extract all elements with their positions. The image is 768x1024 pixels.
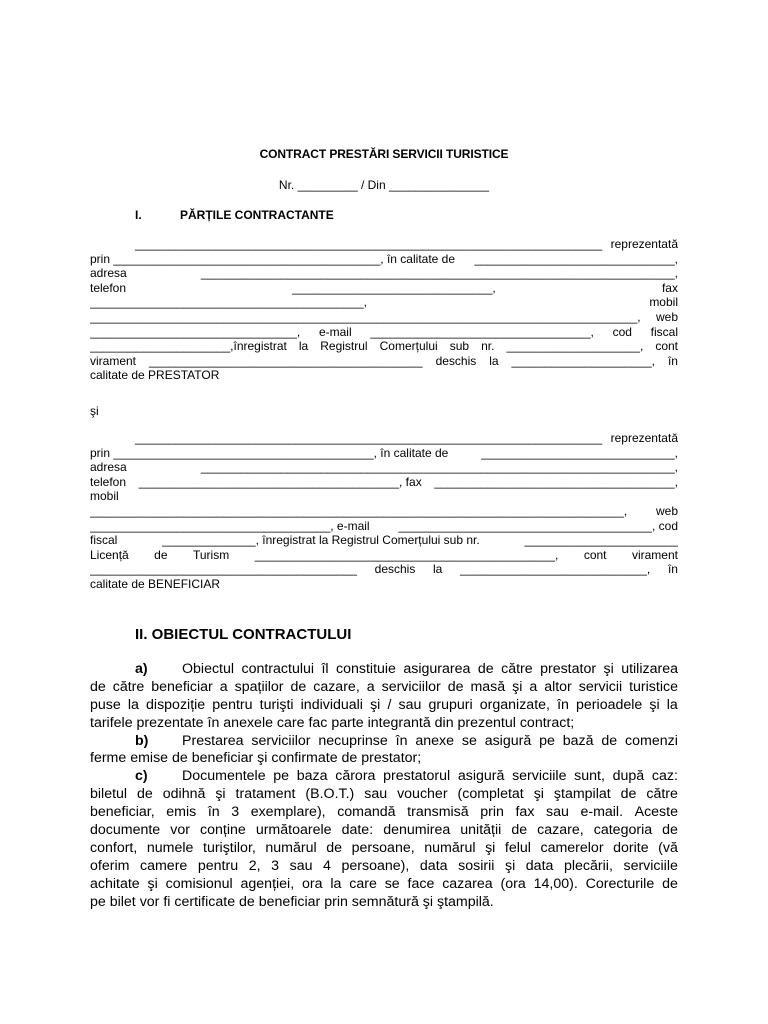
form-text: ______________, înregistrat la Registrul Comerțului sub nr.: [162, 533, 480, 548]
beneficiar_lines-line: [90, 475, 678, 490]
form-text: în: [667, 562, 678, 577]
contract-title: CONTRACT PRESTĂRI SERVICII TURISTICE: [259, 147, 509, 161]
paragraph-line: [90, 715, 678, 733]
prestator_lines-line: [90, 237, 678, 252]
form-text: prin ________________________________________, în calitate de: [90, 251, 456, 266]
beneficiar_lines-line: [90, 446, 678, 461]
paragraph-text: confort, numele turiştilor, numărul de persoane, numărul şi felul camerelor dorite (vă: [90, 839, 678, 856]
form-text: _________________________________________,: [90, 295, 367, 310]
form-text: virament: [90, 353, 137, 368]
prestator_lines-line: [90, 281, 678, 296]
form-text: mobil: [90, 489, 119, 504]
form-text: _____________________,: [511, 353, 655, 368]
beneficiar_lines-line: [90, 489, 678, 504]
paragraph-line: [90, 768, 678, 786]
form-text: calitate de BENEFICIAR: [90, 576, 221, 591]
form-text: _____________________________________________,: [254, 547, 559, 562]
paragraph-line: [90, 804, 678, 822]
form-text: ______________________________________________________________________: [135, 237, 603, 251]
form-text: _____________________,înregistrat: [90, 339, 287, 354]
form-text: în: [667, 353, 678, 368]
form-text: cont: [655, 339, 678, 354]
form-text: ________________________________________________________________________________,: [90, 503, 628, 518]
form-text: ______________________________________, cod: [398, 518, 678, 533]
form-text: Registrul: [320, 339, 368, 354]
paragraph-label: a): [135, 661, 148, 677]
paragraph-text: oferim camere pentru 2, 3 sau 4 persoane), data sosirii şi data plecării, serviciile: [90, 857, 678, 874]
prestator_lines-line: [90, 325, 678, 340]
form-text: calitate de PRESTATOR: [90, 368, 220, 383]
beneficiar_lines-line: [90, 431, 678, 446]
paragraph-line: [90, 661, 678, 679]
paragraph-text: documente vor conține următoarele date: denumirea unității de cazare, categoria de: [90, 822, 678, 839]
section-2-body: [90, 661, 678, 911]
form-text: e-mail: [318, 324, 352, 339]
form-text: _____________________________,: [481, 445, 678, 460]
form-text: telefon: [90, 474, 127, 489]
form-text: _______________________________________________________________________,: [200, 460, 678, 475]
paragraph-text: puse la dispoziție pentru turişti individuali şi / sau grupuri organizate, în perioadele şi la: [90, 696, 678, 713]
prestator-details: [90, 237, 678, 383]
form-text: virament: [631, 547, 678, 562]
paragraph-line: [90, 840, 678, 858]
beneficiar-details: [90, 431, 678, 592]
paragraph-label: c): [135, 768, 148, 785]
form-text: cont: [583, 547, 607, 562]
form-text: ________________________________________: [90, 562, 357, 577]
paragraph-line: [90, 750, 678, 768]
form-text: deschis: [435, 353, 477, 368]
paragraph-line: [90, 786, 678, 804]
form-text: fiscal: [650, 324, 678, 339]
paragraph-label: b): [135, 732, 149, 749]
form-text: ____________________,: [506, 339, 644, 354]
form-text: fiscal: [90, 533, 118, 548]
form-text: la: [298, 339, 309, 354]
prestator_lines-line: [90, 339, 678, 354]
form-text: Comerțului: [379, 339, 438, 354]
form-text: _______________________: [524, 533, 678, 548]
form-text: la: [433, 562, 443, 577]
prestator_lines-line: [90, 295, 678, 310]
form-text: _________________________________________: [148, 353, 423, 368]
form-text: ______________________________,: [474, 251, 678, 266]
paragraph-line: [90, 858, 678, 876]
form-text: ____________________________________, e-mail: [90, 518, 370, 533]
paragraph-text: biletul de odihnă şi tratament (B.O.T.) sau voucher (completat şi ştampilat de către: [90, 786, 678, 803]
paragraph-text: beneficiar, emis în 3 exemplare), comandă transmisă prin fax sau e-mail. Aceste: [90, 804, 678, 821]
form-text: _______________________________________________________________________,: [200, 266, 678, 281]
paragraph-text: ferme emise de beneficiar şi confirmate de prestator;: [90, 750, 422, 767]
form-text: _________________________________,: [370, 324, 594, 339]
beneficiar_lines-line: [90, 548, 678, 563]
form-text: de: [154, 547, 168, 562]
beneficiar_lines-line: [90, 460, 678, 475]
form-text: mobil: [649, 295, 678, 310]
paragraph-text: Prestarea serviciilor necuprinse în anexe se asigură pe bază de comenzi: [182, 732, 678, 749]
beneficiar_lines-line: [90, 562, 678, 577]
form-text: reprezentată: [610, 431, 678, 445]
paragraph-text: tarifele prezentate în anexele care fac parte integrantă din prezentul contract;: [90, 714, 575, 731]
form-text: sub: [449, 339, 470, 354]
paragraph-text: pe bilet vor fi certificate de beneficiar prin semnătură şi ştampilă.: [90, 893, 494, 910]
section-2-title: II. OBIECTUL CONTRACTULUI: [135, 626, 352, 643]
contract-number-line: Nr. _________ / Din _______________: [278, 178, 490, 192]
paragraph-line: [90, 822, 678, 840]
paragraph-line: [90, 894, 678, 912]
beneficiar_lines-line: [90, 533, 678, 548]
paragraph-text: Obiectul contractului îl constituie asigurarea de către prestator şi utilizarea: [182, 661, 678, 677]
prestator_lines-line: [90, 310, 678, 325]
paragraph-line: [90, 733, 678, 751]
beneficiar_lines-line: [90, 519, 678, 534]
form-text: prin _______________________________________, în calitate de: [90, 445, 449, 460]
form-text: _______________________________________, fax: [138, 474, 422, 489]
paragraph-line: [90, 697, 678, 715]
form-text: web: [655, 309, 678, 324]
form-text: ____________________________________,: [434, 474, 678, 489]
form-text: web: [655, 503, 678, 518]
form-text: adresa: [90, 460, 127, 475]
section-1-title: PĂRȚILE CONTRACTANTE: [180, 208, 334, 222]
form-text: ______________________________,: [292, 280, 496, 295]
paragraph-text: achitate şi comisionul agenției, ora la care se face cazarea (ora 14,00). Corecturile de: [90, 875, 678, 892]
form-text: deschis: [374, 562, 416, 577]
form-text: adresa: [90, 266, 127, 281]
form-text: _______________________________,: [90, 324, 301, 339]
form-text: Turism: [193, 547, 230, 562]
form-text: ____________________________,: [460, 562, 651, 577]
paragraph-text: Documentele pe baza cărora prestatorul asigură serviciile sunt, după caz:: [182, 768, 678, 785]
paragraph-line: [90, 876, 678, 894]
form-text: la: [489, 353, 499, 368]
prestator_lines-line: [90, 252, 678, 267]
prestator_lines-line: [90, 354, 678, 369]
form-text: ______________________________________________________________________: [135, 431, 603, 445]
paragraph-text: de către beneficiar a spațiilor de cazare, a serviciilor de masă şi a altor servicii turistice: [90, 678, 678, 695]
prestator_lines-line: [90, 368, 678, 383]
form-text: __________________________________________________________________________________,: [90, 309, 641, 324]
beneficiar_lines-line: [90, 577, 678, 592]
form-text: fax: [661, 280, 678, 295]
form-text: nr.: [481, 339, 495, 354]
section-1-number: I.: [135, 208, 142, 222]
form-text: Licență: [90, 547, 129, 562]
prestator_lines-line: [90, 266, 678, 281]
form-text: cod: [612, 324, 632, 339]
beneficiar_lines-line: [90, 504, 678, 519]
form-text: reprezentată: [610, 237, 678, 251]
paragraph-line: [90, 679, 678, 697]
conjunction-si: şi: [90, 404, 99, 418]
form-text: telefon: [90, 280, 127, 295]
